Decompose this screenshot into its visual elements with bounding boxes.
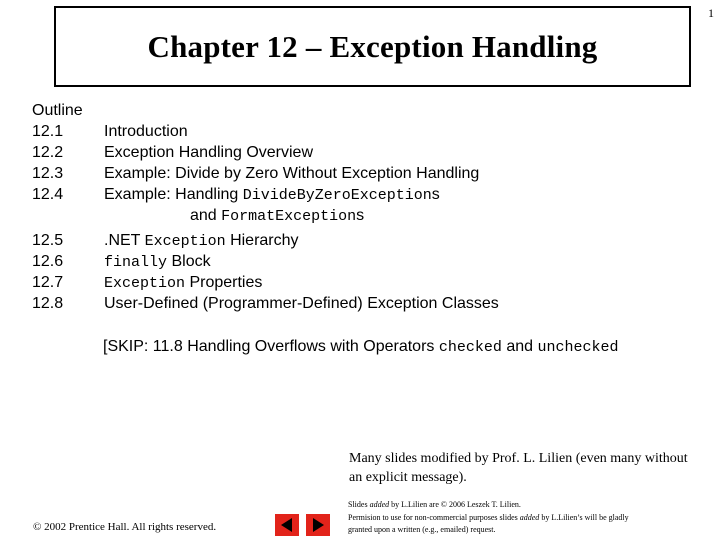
slide-title: Chapter 12 – Exception Handling (147, 28, 598, 64)
outline-item-text (104, 293, 499, 314)
notice-line-2: Permision to use for non-commercial purposes slides added by L.Lilien’s will be gladly (348, 512, 629, 522)
text-segment: and (501, 338, 538, 355)
text-segment: Properties (185, 274, 263, 291)
outline-item-number: 12.8 (32, 295, 64, 312)
outline-item-text (104, 142, 313, 163)
text-segment: Hierarchy (225, 232, 299, 249)
text-segment: Exception Handling Overview (104, 144, 313, 161)
code-term: checked (438, 339, 502, 356)
text-segment: Example: Divide by Zero Without Exception Handling (104, 165, 480, 182)
arrow-left-icon (275, 514, 299, 536)
outline-item-text (104, 272, 262, 294)
title-box (54, 6, 691, 87)
outline-item-number: 12.1 (32, 123, 64, 140)
outline-item-number: 12.3 (32, 165, 64, 182)
notice-line-1: Slides added by L.Lilien are © 2006 Leszek T. Lilien. (348, 500, 521, 509)
copyright-text: © 2002 Prentice Hall. All rights reserved. (33, 521, 217, 533)
text-segment: s (431, 186, 440, 203)
credit-note: Many slides modified by Prof. L. Lilien (even many without an explicit message). (349, 451, 688, 485)
outline (32, 100, 499, 312)
outline-item-text (190, 205, 364, 227)
text-segment: Block (167, 253, 211, 270)
code-term: unchecked (537, 339, 619, 356)
code-term: DivideByZeroException (242, 187, 432, 204)
page-number: 1 (708, 6, 714, 20)
code-term: FormatException (221, 208, 357, 225)
next-slide-button[interactable] (306, 514, 330, 536)
outline-item-text (104, 230, 299, 252)
code-term: Exception (104, 275, 186, 292)
outline-heading: Outline (32, 102, 83, 119)
code-term: finally (104, 254, 168, 271)
outline-item-number: 12.7 (32, 274, 64, 291)
text-segment: Introduction (104, 123, 188, 140)
notice-line-3: granted upon a written (e.g., emailed) request. (348, 525, 496, 534)
permission-notice (348, 499, 708, 537)
text-segment: [SKIP: 11.8 Handling Overflows with Operators (103, 338, 439, 355)
outline-item-number: 12.2 (32, 144, 64, 161)
text-segment: s (356, 207, 365, 224)
outline-item-text (104, 121, 188, 142)
text-segment: and (190, 207, 222, 224)
previous-slide-button[interactable] (275, 514, 299, 536)
code-term: Exception (144, 233, 226, 250)
outline-item-number: 12.5 (32, 232, 64, 249)
outline-item-text (104, 163, 479, 184)
arrow-right-icon (306, 514, 330, 536)
text-segment: User-Defined (Programmer-Defined) Exception Classes (104, 295, 499, 312)
outline-item-text (104, 184, 440, 206)
skip-note (103, 338, 618, 356)
outline-item-number: 12.6 (32, 253, 64, 270)
text-segment: Example: Handling (104, 186, 243, 203)
text-segment: .NET (104, 232, 145, 249)
outline-item-number: 12.4 (32, 186, 64, 203)
outline-item-text (104, 251, 211, 273)
